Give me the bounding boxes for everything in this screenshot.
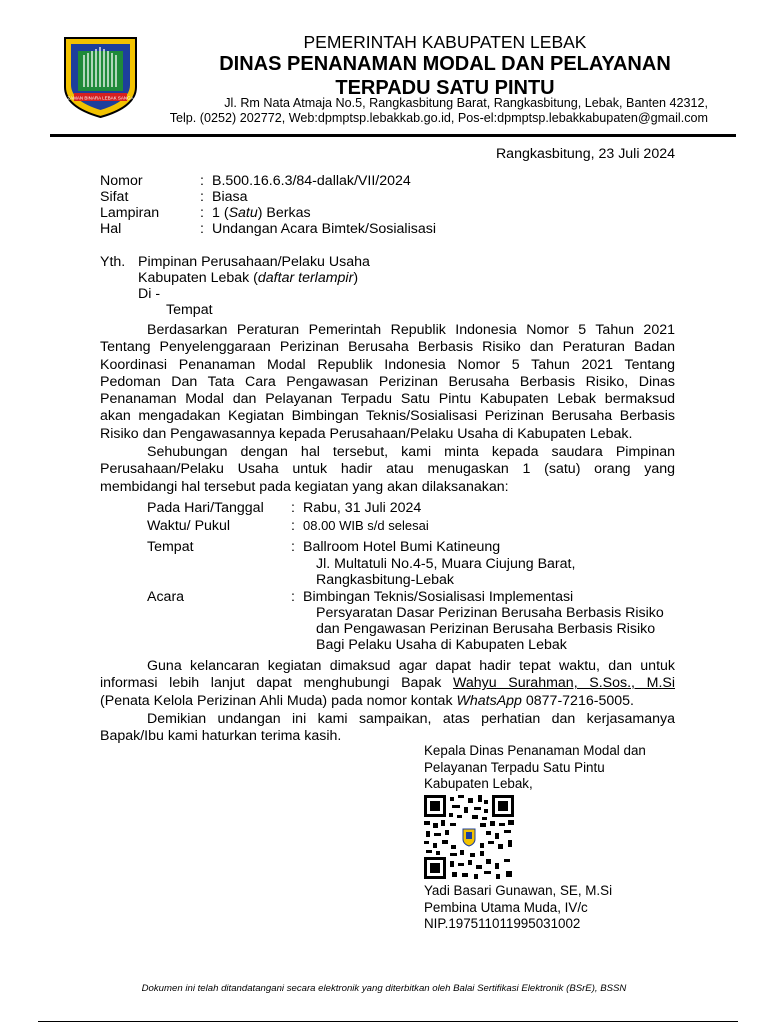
recipient-di: Di - [138, 286, 161, 302]
meta-colon: : [200, 221, 204, 237]
signatory-name: Yadi Basari Gunawan, SE, M.Si [424, 883, 613, 898]
event-agenda-line: dan Pengawasan Perizinan Berusaha Berbasis Risiko [316, 621, 656, 637]
event-place-line: Jl. Multatuli No.4-5, Muara Ciujung Barat, [316, 556, 576, 572]
signatory-nip: NIP.197511011995031002 [424, 916, 581, 931]
signatory-title-3: Kabupaten Lebak, [424, 776, 533, 791]
event-colon: : [291, 539, 295, 555]
signatory-title-2: Pelayanan Terpadu Satu Pintu [424, 760, 605, 775]
meta-value-hal: Undangan Acara Bimtek/Sosialisasi [212, 221, 436, 237]
event-agenda-line: Bimbingan Teknis/Sosialisasi Implementasi [303, 589, 574, 605]
body-paragraph-4: Demikian undangan ini kami sampaikan, atas perhatian dan kerjasamanya Bapak/Ibu kami haturkan terima kasih. [100, 711, 675, 745]
event-time-label: Waktu/ Pukul [147, 518, 231, 534]
meta-label-sifat: Sifat [100, 189, 129, 205]
contact-person-name: Wahyu Surahman, S.Sos., M.Si [452, 675, 676, 692]
meta-label-nomor: Nomor [100, 173, 143, 189]
letterhead-agency-line1: DINAS PENANAMAN MODAL DAN PELAYANAN [219, 53, 671, 75]
letter-date: Rangkasbitung, 23 Juli 2024 [495, 146, 675, 162]
meta-value-nomor: B.500.16.6.3/84-dallak/VII/2024 [212, 173, 411, 189]
body-paragraph-3: Guna kelancaran kegiatan dimaksud agar dapat hadir tepat waktu, dan untuk informasi lebih lanjut dapat menghubungi Bapak Wahyu Surahman, S.Sos., M.Si (Penata Kelola Perizinan Ahli Muda) pada nomor kontak WhatsApp 0877-7216-5005. [100, 658, 676, 709]
recipient-line1: Pimpinan Perusahaan/Pelaku Usaha [138, 254, 370, 270]
event-colon: : [291, 518, 295, 534]
recipient-yth: Yth. [100, 254, 126, 270]
event-agenda-label: Acara [147, 589, 185, 605]
meta-label-hal: Hal [100, 221, 122, 237]
contact-phone: 0877-7216-5005. [521, 692, 634, 709]
event-day-label: Pada Hari/Tanggal [147, 500, 264, 516]
event-agenda-line: Persyaratan Dasar Perizinan Berusaha Berbasis Risiko [316, 605, 664, 621]
body-paragraph-1: Berdasarkan Peraturan Pemerintah Republik Indonesia Nomor 5 Tahun 2021 Tentang Penyelenggaraan Perizinan Berusaha Berbasis Risiko dan Peraturan Badan Koordinasi Penanaman Modal Republik Indonesia Nomor 5 Tahun 2021 Tentang Pedoman Dan Tata Cara Pengawasan Perizinan Berusaha Berbasis Risiko, Dinas Penanaman Modal dan Pelayanan Terpadu Satu Pintu Kabupaten Lebak bermaksud akan mengadakan Kegiatan Bimbingan Teknis/Sosialisasi Perizinan Berusaha Berbasis Risiko dan Pengawasannya kepada Perusahaan/Pelaku Usaha di Kabupaten Lebak. [100, 322, 675, 442]
recipient-tempat: Tempat [166, 302, 213, 318]
meta-value-lampiran: 1 (Satu) Berkas [212, 205, 311, 221]
event-place-line: Rangkasbitung-Lebak [316, 572, 455, 588]
meta-colon: : [200, 173, 204, 189]
recipient-line2: Kabupaten Lebak (daftar terlampir) [138, 270, 359, 286]
kabupaten-lebak-logo [62, 35, 139, 119]
esignature-footer-note: Dokumen ini telah ditandatangani secara elektronik yang diterbitkan oleh Balai Sertifikasi Elektronik (BSrE), BSSN [141, 983, 627, 994]
logo-motto-text: ZAMAN BINARA LEBAK SANGA [67, 95, 134, 101]
event-colon: : [291, 589, 295, 605]
event-agenda-line: Bagi Pelaku Usaha di Kabupaten Lebak [316, 637, 567, 653]
letterhead-government: PEMERINTAH KABUPATEN LEBAK [303, 32, 587, 52]
event-colon: : [291, 500, 295, 516]
event-place-line: Ballroom Hotel Bumi Katineung [303, 539, 501, 555]
event-time-value: 08.00 WIB s/d selesai [303, 518, 429, 533]
body-paragraph-2: Sehubungan dengan hal tersebut, kami minta kepada saudara Pimpinan Perusahaan/Pelaku Usaha untuk hadir atau menugaskan 1 (satu) orang yang membidangi hal tersebut pada kegiatan yang akan dilaksanakan: [100, 444, 675, 495]
signatory-rank: Pembina Utama Muda, IV/c [424, 900, 588, 915]
event-day-value: Rabu, 31 Juli 2024 [303, 500, 422, 516]
signatory-title-1: Kepala Dinas Penanaman Modal dan [424, 743, 646, 758]
letterhead-contact: Telp. (0252) 202772, Web:dpmptsp.lebakkab.go.id, Pos-el:dpmptsp.lebakkabupaten@gmail.com [169, 111, 708, 125]
letterhead-address: Jl. Rm Nata Atmaja No.5, Rangkasbitung Barat, Rangkasbitung, Lebak, Banten 42312, [224, 96, 708, 110]
letterhead-agency-line2: TERPADU SATU PINTU [335, 77, 555, 99]
meta-label-lampiran: Lampiran [100, 205, 160, 221]
letterhead-rule [50, 134, 736, 137]
meta-value-sifat: Biasa [212, 189, 248, 205]
signature-qr-code [424, 795, 514, 879]
event-place-label: Tempat [147, 539, 194, 555]
footer-rule [38, 1021, 738, 1022]
meta-colon: : [200, 189, 204, 205]
meta-colon: : [200, 205, 204, 221]
